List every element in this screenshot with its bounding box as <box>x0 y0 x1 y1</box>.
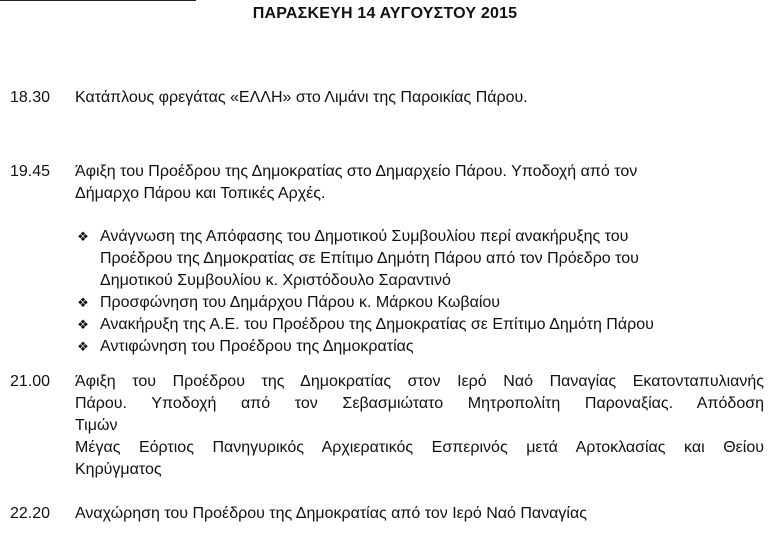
bullet-line: Ανακήρυξη της Α.Ε. του Προέδρου της Δημοκρατίας σε Επίτιμο Δημότη Πάρου <box>100 316 654 333</box>
entry-text <box>75 161 764 205</box>
entry-line: Τιμών <box>75 417 118 434</box>
bullet-line: Ανάγνωση της Απόφασης του Δημοτικού Συμβουλίου περί ανακήρυξης του <box>100 228 629 245</box>
entry-line: Κηρύγματος <box>75 461 162 478</box>
entry-text <box>75 503 764 525</box>
entry-time: 22.20 <box>10 505 51 522</box>
bullet-line: Προσφώνηση του Δημάρχου Πάρου κ. Μάρκου Κωβαίου <box>100 294 501 311</box>
diamond-bullet-icon: ❖ <box>77 317 89 332</box>
diamond-bullet-icon: ❖ <box>77 295 89 310</box>
list-item <box>75 314 764 336</box>
entry-line: Αναχώρηση του Προέδρου της Δημοκρατίας από τον Ιερό Ναό Παναγίας <box>75 505 587 522</box>
entry-text <box>75 87 764 109</box>
bullet-line: Αντιφώνηση του Προέδρου της Δημοκρατίας <box>100 338 414 355</box>
ceremony-bullet-list <box>75 226 764 358</box>
list-item <box>75 292 764 314</box>
entry-time: 18.30 <box>10 89 51 106</box>
entry-line: Πάρου. Υποδοχή από τον Σεβασμιώτατο Μητροπολίτη Παροναξίας. Απόδοση <box>75 395 764 412</box>
bullet-line: Προέδρου της Δημοκρατίας σε Επίτιμο Δημότη Πάρου από τον Πρόεδρο του <box>100 250 639 267</box>
list-item <box>75 226 764 292</box>
diamond-bullet-icon: ❖ <box>77 339 89 354</box>
entry-line: Άφιξη του Προέδρου της Δημοκρατίας στο Δημαρχείο Πάρου. Υποδοχή από τον <box>75 163 638 180</box>
top-rule <box>0 0 196 1</box>
bullet-line: Δημοτικού Συμβουλίου κ. Χριστόδουλο Σαραντινό <box>100 272 451 289</box>
page-title: ΠΑΡΑΣΚΕΥΗ 14 ΑΥΓΟΥΣΤΟΥ 2015 <box>252 5 518 22</box>
entry-text <box>75 371 764 481</box>
entry-line: Μέγας Εόρτιος Πανηγυρικός Αρχιερατικός Εσπερινός μετά Αρτοκλασίας και Θείου <box>75 439 764 456</box>
diamond-bullet-icon: ❖ <box>77 229 89 244</box>
entry-time: 19.45 <box>10 163 51 180</box>
list-item <box>75 336 764 358</box>
entry-line: Δήμαρχο Πάρου και Τοπικές Αρχές. <box>75 185 326 202</box>
entry-time: 21.00 <box>10 373 51 390</box>
entry-line: Άφιξη του Προέδρου της Δημοκρατίας στον Ιερό Ναό Παναγίας Εκατονταπυλιανής <box>75 373 764 390</box>
entry-line: Κατάπλους φρεγάτας «ΕΛΛΗ» στο Λιμάνι της Παροικίας Πάρου. <box>75 89 528 106</box>
